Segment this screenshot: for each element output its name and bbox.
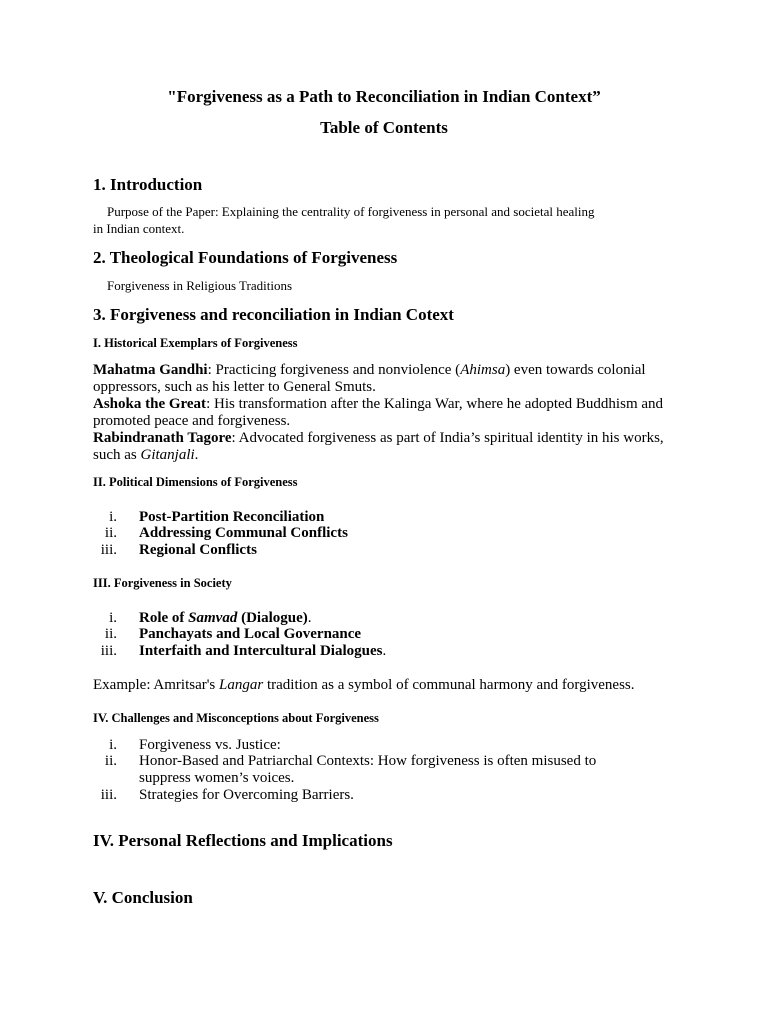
gandhi-name: Mahatma Gandhi [93,362,208,378]
list-number: ii. [104,753,117,769]
document-title: "Forgiveness as a Path to Reconciliation in Indian Context” [167,87,601,106]
list-item: Addressing Communal Conflicts [139,525,348,541]
list-item: Strategies for Overcoming Barriers. [139,787,354,803]
list-number: iii. [100,542,117,558]
section-3-heading: 3. Forgiveness and reconciliation in Indian Cotext [93,305,454,324]
list-item: Interfaith and Intercultural Dialogues. [139,643,387,659]
exemplars-paragraph: Mahatma Gandhi: Practicing forgiveness and nonviolence (Ahimsa) even towards colonial oppressors, such as his letter to General Smuts. Ashoka the Great: His transformation after the Kalinga War, where he adopted Buddhism and promoted peace and forgiveness. Rabindranath Tagore: Advocated forgiveness as part of India’s spiritual identity in his works, such as Gitanjali. [93,362,664,463]
list-number: iii. [100,643,117,659]
list-number: i. [109,610,117,626]
section-2-heading: 2. Theological Foundations of Forgiveness [93,248,398,267]
section-2-text: Forgiveness in Religious Traditions [107,278,293,293]
list-item: Forgiveness vs. Justice: [139,737,281,753]
section-1-text-line-1: Purpose of the Paper: Explaining the centrality of forgiveness in personal and societal healing [107,204,595,219]
section-1-text-line-2: in Indian context. [93,221,185,236]
gitanjali-term: Gitanjali [140,447,195,463]
list-number: iii. [100,787,117,803]
forgiveness-in-society-subheading: III. Forgiveness in Society [93,576,232,590]
list-item: Role of Samvad (Dialogue). [139,610,312,626]
list-number: i. [109,509,117,525]
list-number: i. [109,737,117,753]
toc-title: Table of Contents [320,118,448,137]
tagore-name: Rabindranath Tagore [93,430,232,446]
challenges-subheading: IV. Challenges and Misconceptions about Forgiveness [93,711,379,725]
langar-term: Langar [219,677,264,693]
list-item: Panchayats and Local Governance [139,626,362,642]
ahimsa-term: Ahimsa [460,362,506,378]
personal-reflections-heading: IV. Personal Reflections and Implications [93,831,393,850]
langar-example: Example: Amritsar's Langar tradition as a symbol of communal harmony and forgiveness. [93,677,635,693]
samvad-term: Samvad [188,610,238,626]
list-item-continuation: suppress women’s voices. [139,770,295,786]
list-number: ii. [104,525,117,541]
ashoka-name: Ashoka the Great [93,396,207,412]
list-item: Honor-Based and Patriarchal Contexts: How forgiveness is often misused to [139,753,597,769]
list-item: Regional Conflicts [139,542,257,558]
list-number: ii. [104,626,117,642]
conclusion-heading: V. Conclusion [93,888,193,907]
section-1-heading: 1. Introduction [93,175,203,194]
historical-exemplars-subheading: I. Historical Exemplars of Forgiveness [93,336,298,350]
political-dimensions-subheading: II. Political Dimensions of Forgiveness [93,475,298,489]
list-item: Post-Partition Reconciliation [139,509,325,525]
